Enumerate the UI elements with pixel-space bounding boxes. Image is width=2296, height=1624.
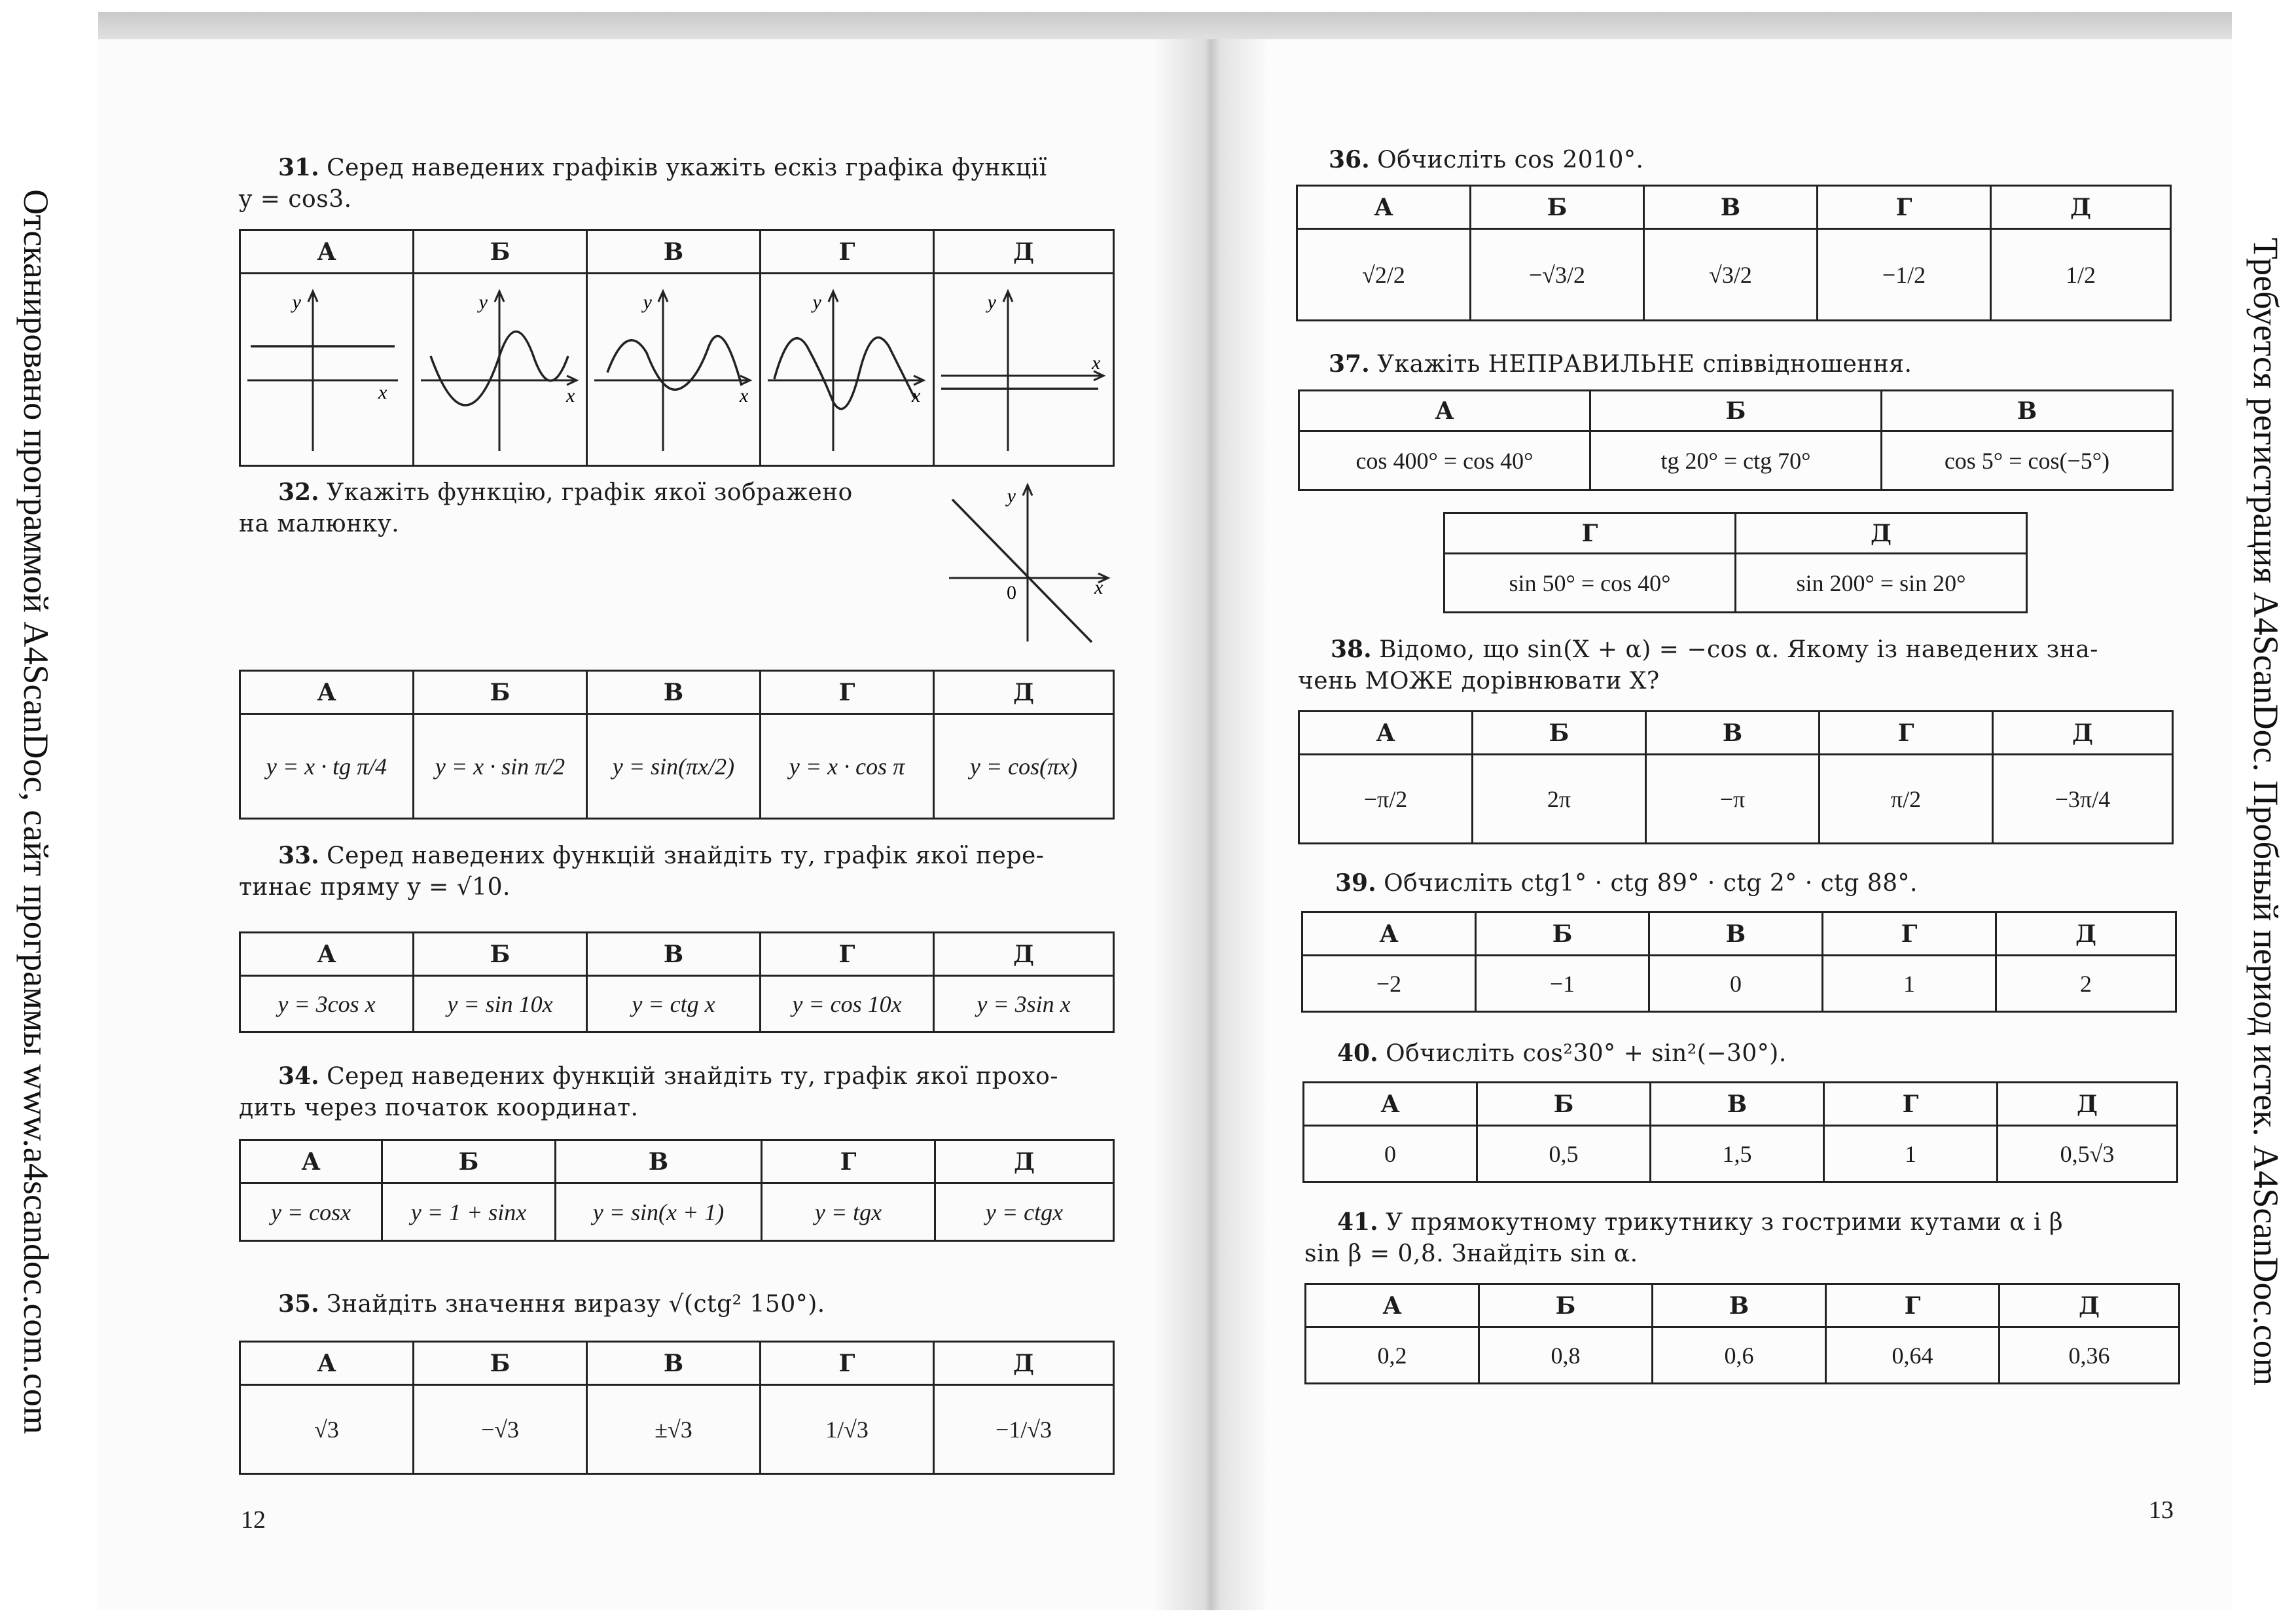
header-cell: А (1302, 912, 1476, 956)
answer-cell: cos 400° = cos 40° (1299, 431, 1590, 490)
answer-cell: 1/√3 (761, 1385, 934, 1474)
task-text-line2: sin β = 0,8. Знайдіть sin α. (1304, 1240, 1638, 1267)
header-cell: Г (1444, 513, 1736, 554)
header-cell: В (587, 933, 761, 976)
axis-x-label: x (912, 385, 921, 406)
header-cell: А (240, 1342, 414, 1385)
header-cell: А (240, 230, 414, 274)
header-cell: Д (2000, 1284, 2179, 1327)
answer-cell: y = 3sin x (934, 976, 1114, 1032)
task-number: 34. (278, 1062, 319, 1090)
task-number: 33. (278, 842, 319, 869)
answer-cell: 0,5√3 (1998, 1126, 2178, 1182)
header-cell: В (587, 671, 761, 714)
answer-cell: tg 20° = ctg 70° (1590, 431, 1882, 490)
header-cell: Б (1473, 712, 1646, 755)
task-text-line2: дить через початок координат. (239, 1094, 639, 1121)
task-number: 35. (278, 1290, 319, 1318)
graph-horizontal-line-low (935, 274, 1113, 459)
task-36 (1296, 144, 2173, 176)
graph-option (587, 274, 761, 466)
answer-cell: y = tgx (762, 1183, 935, 1241)
header-cell: Д (1998, 1083, 2178, 1126)
answer-cell: −π/2 (1299, 755, 1473, 844)
header-cell: Д (1991, 186, 2171, 229)
header-cell: Г (1824, 1083, 1998, 1126)
axis-y-label: y (1007, 485, 1016, 507)
answer-cell: 0,8 (1479, 1327, 1653, 1384)
answer-cell: 1,5 (1651, 1126, 1824, 1182)
answer-cell: 0 (1304, 1126, 1477, 1182)
answer-cell: y = cosx (240, 1183, 382, 1241)
answer-cell: y = cos(πx) (934, 714, 1114, 819)
answer-cell: ±√3 (587, 1385, 761, 1474)
header-cell: В (1882, 391, 2173, 431)
axis-y-label: y (812, 291, 821, 313)
header-cell: Д (1993, 712, 2173, 755)
header-cell: Д (934, 1342, 1114, 1385)
answer-table-41 (1304, 1283, 2180, 1384)
task-number: 38. (1331, 636, 1372, 663)
header-cell: А (1299, 712, 1473, 755)
answer-cell: y = x · cos π (761, 714, 934, 819)
header-cell: В (587, 1342, 761, 1385)
answer-cell: −2 (1302, 956, 1476, 1012)
answer-table-37-bottom (1443, 512, 2028, 613)
task-text: Серед наведених функцій знайдіть ту, графік якої пере- (327, 842, 1045, 869)
axis-x-label: x (378, 382, 387, 403)
header-cell: Г (761, 230, 934, 274)
answer-cell: y = cos 10x (761, 976, 934, 1032)
header-cell: Г (762, 1140, 935, 1183)
header-cell: Б (414, 933, 587, 976)
axis-y-label: y (987, 291, 996, 313)
header-cell: Б (1479, 1284, 1653, 1327)
answer-cell: 1 (1824, 1126, 1998, 1182)
answer-cell: y = sin(πx/2) (587, 714, 761, 819)
answer-cell: y = x · tg π/4 (240, 714, 414, 819)
task-40 (1304, 1038, 2181, 1070)
task-text: Знайдіть значення виразу √(ctg² 150°). (327, 1291, 825, 1318)
header-cell: А (1304, 1083, 1477, 1126)
graph-option (240, 274, 414, 466)
answer-cell: −1 (1476, 956, 1649, 1012)
book-gutter (1152, 39, 1270, 1610)
task-text-line2: чень МОЖЕ дорівнювати X? (1298, 668, 1660, 695)
header-cell: Г (1820, 712, 1993, 755)
task-number: 41. (1337, 1208, 1378, 1236)
answer-cell: √3 (240, 1385, 414, 1474)
answer-table-37-top (1298, 389, 2174, 491)
axis-y-label: y (643, 291, 652, 313)
header-cell: А (1299, 391, 1590, 431)
page-number-left: 12 (241, 1506, 266, 1534)
task-text-line2: y = cos3. (239, 186, 352, 213)
answer-table-40 (1302, 1081, 2178, 1183)
header-cell: Г (1818, 186, 1991, 229)
task-text: Серед наведених функцій знайдіть ту, графік якої прохо- (327, 1063, 1058, 1090)
task-33 (239, 840, 1116, 903)
answer-cell: 2π (1473, 755, 1646, 844)
header-cell: В (587, 230, 761, 274)
header-cell: А (240, 933, 414, 976)
answer-cell: sin 200° = sin 20° (1736, 554, 2027, 613)
task-text: Укажіть функцію, графік якої зображено (327, 479, 853, 506)
task-number: 36. (1329, 146, 1370, 173)
header-cell: Г (1826, 1284, 2000, 1327)
answer-cell: 0,5 (1477, 1126, 1651, 1182)
answer-cell: y = sin(x + 1) (556, 1183, 762, 1241)
graph-option (761, 274, 934, 466)
answer-table-31 (239, 229, 1115, 467)
header-cell: Б (1590, 391, 1882, 431)
header-cell: А (240, 1140, 382, 1183)
answer-cell: 0 (1649, 956, 1823, 1012)
answer-cell: y = ctg x (587, 976, 761, 1032)
header-cell: В (1649, 912, 1823, 956)
task-37 (1296, 348, 2173, 380)
header-cell: А (1297, 186, 1471, 229)
graph-horizontal-line-high (241, 274, 412, 459)
answer-table-33 (239, 931, 1115, 1033)
graph-option (414, 274, 587, 466)
answer-table-36 (1296, 185, 2172, 321)
answer-cell: √2/2 (1297, 229, 1471, 321)
task-39 (1302, 867, 2179, 899)
answer-cell: −1/2 (1818, 229, 1991, 321)
task-31 (239, 152, 1116, 215)
axis-y-label: y (292, 291, 301, 313)
graph-sine-wave (761, 274, 933, 459)
task-text-line2: тинає пряму y = √10. (239, 874, 511, 901)
header-cell: А (1306, 1284, 1479, 1327)
task-number: 39. (1335, 869, 1376, 897)
answer-table-34 (239, 1139, 1115, 1242)
task-35 (239, 1288, 1116, 1320)
answer-cell: 0,6 (1653, 1327, 1826, 1384)
answer-cell: −1/√3 (934, 1385, 1114, 1474)
task-41 (1304, 1206, 2181, 1270)
answer-table-32 (239, 670, 1115, 820)
header-cell: Б (414, 1342, 587, 1385)
header-cell: Д (934, 933, 1114, 976)
axis-x-label: x (1092, 352, 1101, 374)
task-text: Укажіть НЕПРАВИЛЬНЕ співвідношення. (1377, 351, 1912, 378)
axis-x-label: x (1094, 577, 1103, 598)
answer-cell: 0,36 (2000, 1327, 2179, 1384)
header-cell: В (1653, 1284, 1826, 1327)
header-cell: Б (1476, 912, 1649, 956)
header-cell: Г (761, 1342, 934, 1385)
answer-cell: π/2 (1820, 755, 1993, 844)
header-cell: Б (414, 671, 587, 714)
answer-cell: sin 50° = cos 40° (1444, 554, 1736, 613)
header-cell: Б (382, 1140, 556, 1183)
graph-cos-wave (414, 274, 586, 459)
answer-cell: 1 (1823, 956, 1996, 1012)
answer-cell: −√3/2 (1471, 229, 1644, 321)
origin-label: 0 (1007, 582, 1016, 604)
answer-cell: −3π/4 (1993, 755, 2173, 844)
scanner-watermark-right: Требуется регистрация A4ScanDoc. Пробный период истек. A4ScanDoc.com (2246, 238, 2286, 1386)
answer-cell: y = sin 10x (414, 976, 587, 1032)
answer-cell: y = x · sin π/2 (414, 714, 587, 819)
task-number: 37. (1329, 350, 1370, 378)
scanner-watermark-left: Отсканировано программой A4ScanDoc, сайт программы www.a4scandoc.com.com (16, 189, 56, 1434)
answer-cell: cos 5° = cos(−5°) (1882, 431, 2173, 490)
axis-y-label: y (478, 291, 488, 313)
graph-option (934, 274, 1114, 466)
task-32 (239, 477, 959, 540)
header-cell: А (240, 671, 414, 714)
answer-cell: y = ctgx (935, 1183, 1114, 1241)
header-cell: Г (761, 933, 934, 976)
answer-cell: 2 (1996, 956, 2176, 1012)
answer-cell: 0,64 (1826, 1327, 2000, 1384)
task-number: 40. (1337, 1039, 1378, 1067)
task-number: 32. (278, 478, 319, 506)
header-cell: Д (1996, 912, 2176, 956)
header-cell: В (1651, 1083, 1824, 1126)
task-text: Обчисліть cos 2010°. (1377, 147, 1644, 173)
answer-cell: y = 1 + sinx (382, 1183, 556, 1241)
header-cell: Д (1736, 513, 2027, 554)
answer-table-39 (1301, 911, 2177, 1013)
task-text: Серед наведених графіків укажіть ескіз графіка функції (327, 154, 1047, 181)
axis-x-label: x (566, 385, 575, 406)
answer-cell: 0,2 (1306, 1327, 1479, 1384)
page-number-right: 13 (2149, 1496, 2174, 1524)
header-cell: Г (1823, 912, 1996, 956)
header-cell: Б (1477, 1083, 1651, 1126)
answer-cell: −√3 (414, 1385, 587, 1474)
answer-cell: √3/2 (1644, 229, 1818, 321)
header-cell: Д (934, 230, 1114, 274)
header-cell: В (556, 1140, 762, 1183)
header-cell: В (1644, 186, 1818, 229)
header-cell: Д (934, 671, 1114, 714)
answer-table-38 (1298, 710, 2174, 844)
task-38 (1298, 634, 2175, 697)
answer-cell: 1/2 (1991, 229, 2171, 321)
task-34 (239, 1060, 1116, 1124)
answer-cell: −π (1646, 755, 1820, 844)
header-cell: В (1646, 712, 1820, 755)
task-text-line2: на малюнку. (239, 511, 400, 537)
header-cell: Г (761, 671, 934, 714)
answer-cell: y = 3cos x (240, 976, 414, 1032)
task-text: Відомо, що sin(X + α) = −cos α. Якому із наведених зна- (1379, 636, 2098, 663)
header-cell: Б (414, 230, 587, 274)
task-text: Обчисліть ctg1° · ctg 89° · ctg 2° · ctg 88°. (1384, 870, 1918, 897)
task-number: 31. (278, 154, 319, 181)
header-cell: Б (1471, 186, 1644, 229)
task-text: У прямокутному трикутнику з гострими кутами α і β (1386, 1209, 2064, 1236)
axis-x-label: x (740, 385, 749, 406)
header-cell: Д (935, 1140, 1114, 1183)
task-text: Обчисліть cos²30° + sin²(−30°). (1386, 1040, 1787, 1067)
graph-decreasing-line (942, 481, 1119, 651)
graph-wave-shifted (588, 274, 759, 459)
answer-table-35 (239, 1341, 1115, 1475)
